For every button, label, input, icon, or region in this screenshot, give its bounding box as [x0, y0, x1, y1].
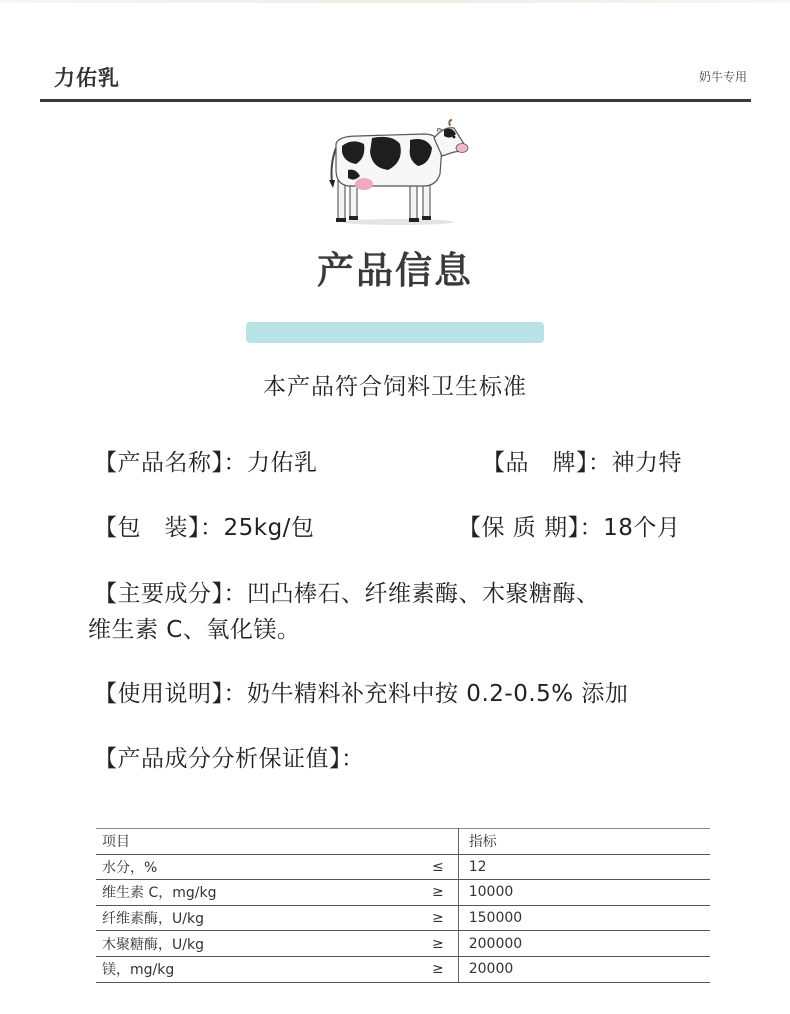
table-row [96, 854, 710, 880]
accent-bar [246, 322, 544, 343]
row-op: ≥ [426, 931, 458, 957]
row-op: ≥ [426, 880, 458, 906]
row-value: 12 [458, 854, 710, 880]
row-value: 10000 [458, 880, 710, 906]
row-item: 木聚糖酶，U/kg [96, 931, 426, 957]
usage-instructions: 【使用说明】：奶牛精料补充料中按 0.2-0.5% 添加 [94, 681, 629, 707]
product-name-field: 【产品名称】：力佑乳 [94, 450, 318, 476]
brand-name: 力佑乳 [54, 66, 120, 90]
row-item: 镁，mg/kg [96, 956, 426, 982]
package-field: 【包 装】：25kg/包 [94, 515, 315, 541]
ingredients-line-1: 【主要成分】：凹凸棒石、纤维素酶、木聚糖酶、 [94, 581, 600, 607]
table-header-row [96, 829, 710, 855]
analysis-table [96, 828, 710, 983]
page-title: 产品信息 [317, 249, 473, 292]
row-value: 150000 [458, 905, 710, 931]
analysis-heading: 【产品成分分析保证值】： [94, 746, 365, 772]
row-op: ≤ [426, 854, 458, 880]
row-value: 200000 [458, 931, 710, 957]
header-item: 项目 [96, 829, 426, 855]
cow-illustration [326, 118, 472, 226]
row-item: 纤维素酶，U/kg [96, 905, 426, 931]
row-op: ≥ [426, 956, 458, 982]
row-item: 维生素 C，mg/kg [96, 880, 426, 906]
table-row [96, 880, 710, 906]
usage-tag: 奶牛专用 [698, 70, 747, 84]
row-item: 水分，% [96, 854, 426, 880]
table-row [96, 931, 710, 957]
header-value: 指标 [458, 829, 710, 855]
hygiene-standard-text: 本产品符合饲料卫生标准 [263, 374, 527, 400]
table-row [96, 905, 710, 931]
row-op: ≥ [426, 905, 458, 931]
top-decor-strip [0, 0, 790, 3]
row-value: 20000 [458, 956, 710, 982]
shelf-life-field: 【保 质 期】：18个月 [458, 515, 681, 541]
table-row [96, 956, 710, 982]
ingredients-line-2: 维生素 C、氧化镁。 [88, 617, 301, 643]
header-op [426, 829, 458, 855]
page-header [40, 58, 751, 102]
product-brand-field: 【品 牌】：神力特 [482, 450, 682, 476]
